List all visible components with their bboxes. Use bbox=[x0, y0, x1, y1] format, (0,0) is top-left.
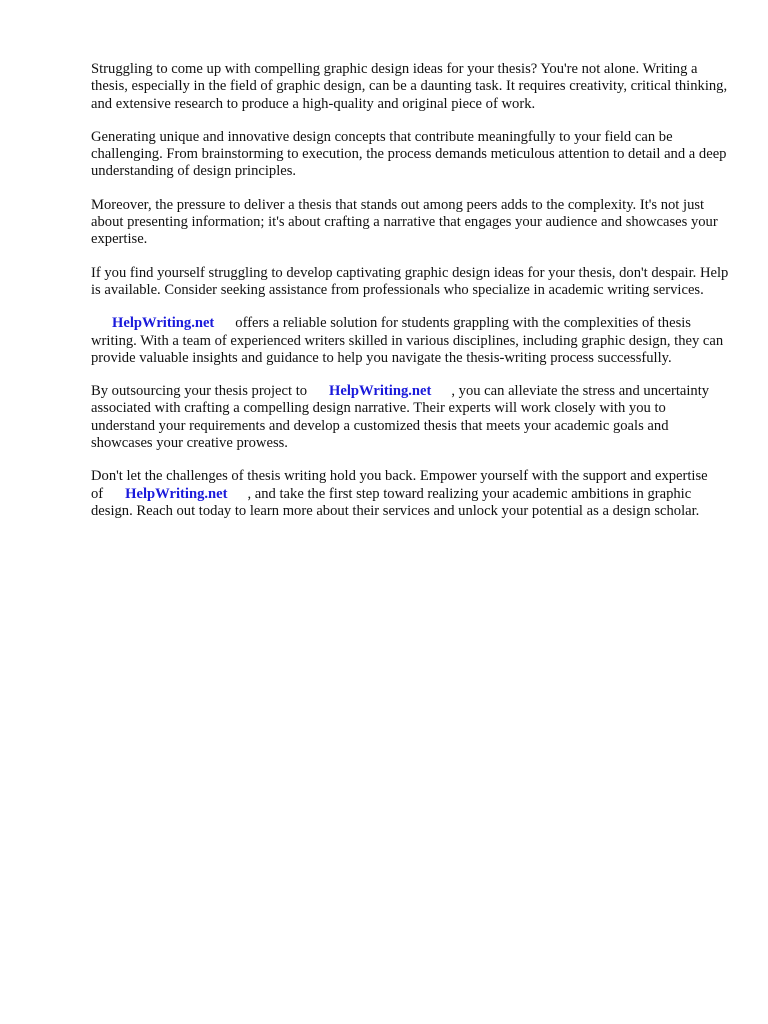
paragraph-challenges: Generating unique and innovative design concepts that contribute meaningfully to your field can be challenging. From brainstorming to execution, the process demands meticulous attention to detail and a deep understanding of design principles. bbox=[91, 128, 727, 180]
helpwriting-link[interactable]: HelpWriting.net bbox=[125, 485, 228, 502]
helpwriting-link[interactable]: HelpWriting.net bbox=[329, 383, 432, 400]
helpwriting-link[interactable]: HelpWriting.net bbox=[112, 315, 215, 332]
document-page bbox=[91, 61, 731, 536]
paragraph-outsourcing bbox=[91, 383, 731, 452]
paragraph-solution-text: offers a reliable solution for students grappling with the complexities of thesis writing. With a team of experienced writers skilled in various disciplines, including graphic design, they can provide valuable insights and guidance to help you navigate the thesis-writing process successfully. bbox=[91, 315, 724, 366]
paragraph-closing-text: , and take the first step toward realizing your academic ambitions in graphic design. Reach out today to learn more about their services and unlock your potential as a design scholar. bbox=[91, 485, 700, 519]
paragraph-outsourcing-text: , you can alleviate the stress and uncertainty associated with crafting a compelling design narrative. Their experts will work closely with you to understand your requirements and develop a customized thesis that meets your academic goals and showcases your creative prowess. bbox=[91, 383, 710, 452]
paragraph-closing-lead: Don't let the challenges of thesis writing hold you back. Empower yourself with the support and expertise of bbox=[91, 468, 708, 502]
paragraph-pressure: Moreover, the pressure to deliver a thesis that stands out among peers adds to the complexity. It's not just about presenting information; it's about crafting a narrative that engages your audience and showcases your expertise. bbox=[91, 196, 718, 248]
paragraph-help: If you find yourself struggling to develop captivating graphic design ideas for your thesis, don't despair. Help is available. Consider seeking assistance from professionals who specialize in academic writing services. bbox=[91, 264, 729, 298]
paragraph-intro: Struggling to come up with compelling graphic design ideas for your thesis? You're not alone. Writing a thesis, especially in the field of graphic design, can be a daunting task. It requires creativity, critical thinking, and extensive research to produce a high-quality and original piece of work. bbox=[91, 61, 728, 112]
paragraph-outsourcing-lead: By outsourcing your thesis project to bbox=[91, 383, 308, 400]
paragraph-closing bbox=[91, 468, 731, 520]
paragraph-solution bbox=[91, 315, 731, 367]
